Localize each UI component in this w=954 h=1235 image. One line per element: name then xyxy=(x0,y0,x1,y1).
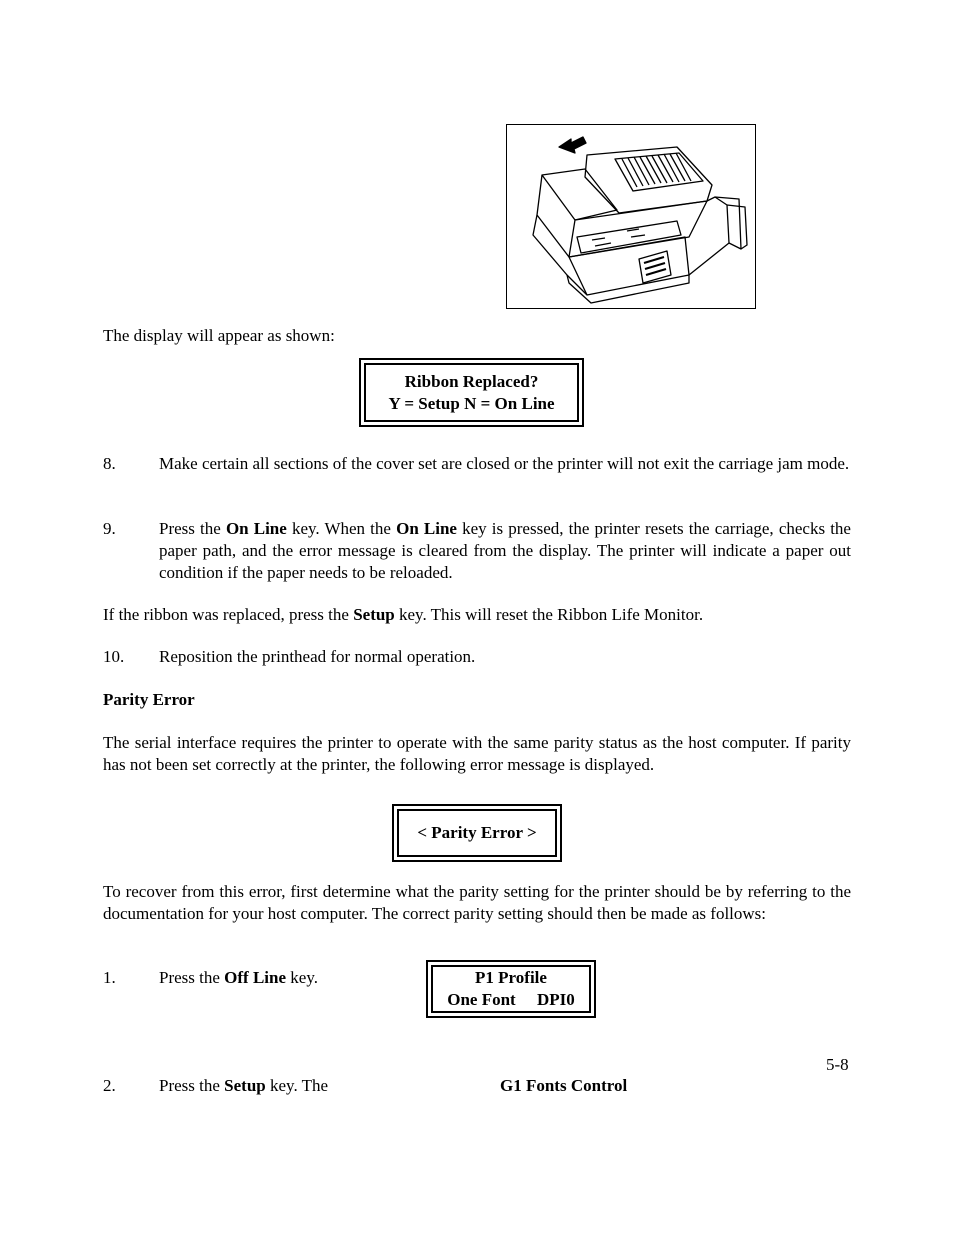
step-1-part: key. xyxy=(286,968,318,987)
key-name-setup: Setup xyxy=(224,1076,266,1095)
step-10-number: 10. xyxy=(103,647,125,666)
step-9-number: 9. xyxy=(103,519,116,538)
display-text-fonts-control: G1 Fonts Control xyxy=(500,1076,628,1095)
lcd-display-ribbon xyxy=(359,358,584,427)
step-9-part: key. When the xyxy=(286,519,397,538)
step-2-number: 2. xyxy=(103,1076,116,1095)
ribbon-note-part: key. This will reset the Ribbon Life Monitor. xyxy=(394,605,704,624)
step-10-text: Reposition the printhead for normal operation. xyxy=(159,647,476,666)
step-2-part: key. The xyxy=(265,1076,329,1095)
step-2-part: Press the xyxy=(159,1076,225,1095)
ribbon-note-part: If the ribbon was replaced, press the xyxy=(103,605,354,624)
key-name-setup: Setup xyxy=(353,605,395,624)
lcd-display-profile xyxy=(426,960,596,1018)
key-name-online: On Line xyxy=(396,519,457,538)
step-8-number: 8. xyxy=(103,454,116,473)
step-1-text xyxy=(159,967,318,989)
lcd-line-2: One Font DPI0 xyxy=(447,990,575,1009)
step-9-part: key is pressed, the printer resets the carriage, checks the paper path, and the error message is cleared from the display. The printer will indicate a paper out condition if the paper needs to be reloaded. xyxy=(159,519,851,582)
lcd-line-1: < Parity Error > xyxy=(417,823,537,842)
lcd-line-1: P1 Profile xyxy=(475,968,547,987)
step-2-text xyxy=(159,1075,328,1097)
lcd-display-parity xyxy=(392,804,562,862)
key-name-online: On Line xyxy=(225,519,287,538)
step-9-part: Press the xyxy=(159,519,226,538)
step-9-text xyxy=(159,518,851,584)
page-number: 5-8 xyxy=(826,1055,849,1074)
step-1-number: 1. xyxy=(103,968,116,987)
intro-text: The display will appear as shown: xyxy=(103,326,335,345)
printer-illustration xyxy=(506,124,756,309)
parity-paragraph-2: To recover from this error, first determine what the parity setting for the printer should be by referring to the documentation for your host computer. The correct parity setting should then be made as follows: xyxy=(103,882,851,923)
section-heading-parity: Parity Error xyxy=(103,690,195,709)
parity-paragraph-1: The serial interface requires the printer to operate with the same parity status as the host computer. If parity has not been set correctly at the printer, the following error message is displayed. xyxy=(103,733,851,774)
lcd-line-1: Ribbon Replaced? xyxy=(404,371,539,391)
step-1-part: Press the xyxy=(159,968,225,987)
key-name-offline: Off Line xyxy=(224,968,287,987)
ribbon-note xyxy=(103,604,851,626)
lcd-line-2: Y = Setup N = On Line xyxy=(388,393,555,413)
step-8-text: Make certain all sections of the cover set are closed or the printer will not exit the carriage jam mode. xyxy=(159,454,850,473)
printer-drawing xyxy=(507,125,754,307)
